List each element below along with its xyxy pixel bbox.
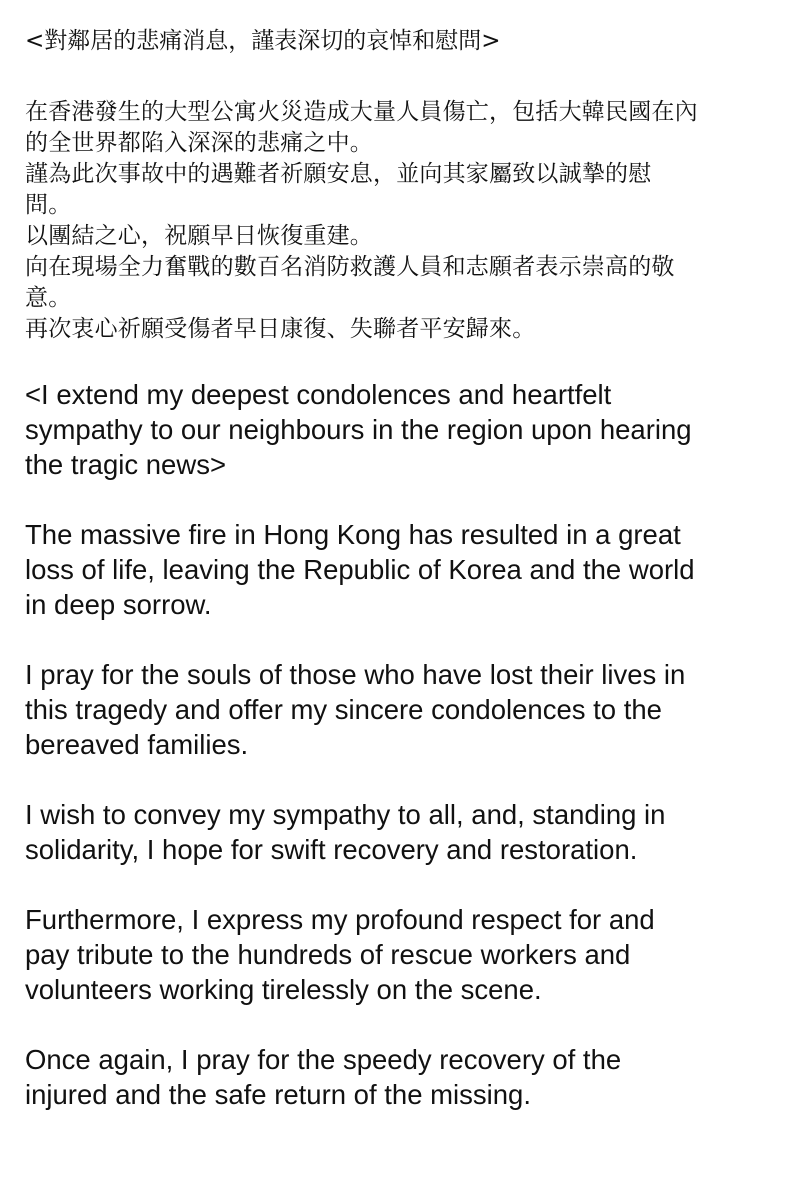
english-paragraph: I pray for the souls of those who have lost their lives in this tragedy and offer my sincere condolences to the bereaved families. <box>25 659 686 760</box>
chinese-line: 在香港發生的大型公寓火災造成大量人員傷亡，包括大韓民國在內 <box>25 99 698 125</box>
english-paragraph: The massive fire in Hong Kong has resulted in a great loss of life, leaving the Republic of Korea and the world in deep sorrow. <box>25 519 695 620</box>
chinese-title: <對鄰居的悲痛消息，謹表深切的哀悼和慰問> <box>25 28 501 54</box>
chinese-line: 意。 <box>25 285 72 311</box>
chinese-line: 向在現場全力奮戰的數百名消防救護人員和志願者表示崇高的敬 <box>25 254 675 280</box>
chinese-message <box>25 97 795 345</box>
english-paragraph: Furthermore, I express my profound respect for and pay tribute to the hundreds of rescue workers and volunteers working tirelessly on the scene. <box>25 904 655 1005</box>
chinese-line: 以團結之心，祝願早日恢復重建。 <box>25 223 373 249</box>
english-title: <I extend my deepest condolences and heartfelt sympathy to our neighbours in the region upon hearing the tragic news> <box>25 379 692 480</box>
chinese-line: 的全世界都陷入深深的悲痛之中。 <box>25 130 373 156</box>
chinese-line: 再次衷心祈願受傷者早日康復、失聯者平安歸來。 <box>25 316 536 342</box>
chinese-line: 謹為此次事故中的遇難者祈願安息，並向其家屬致以誠摯的慰 <box>25 161 652 187</box>
english-paragraph: Once again, I pray for the speedy recovery of the injured and the safe return of the missing. <box>25 1044 622 1110</box>
english-paragraph: I wish to convey my sympathy to all, and, standing in solidarity, I hope for swift recovery and restoration. <box>25 799 666 865</box>
note-body <box>25 26 795 1112</box>
chinese-line: 問。 <box>25 192 72 218</box>
